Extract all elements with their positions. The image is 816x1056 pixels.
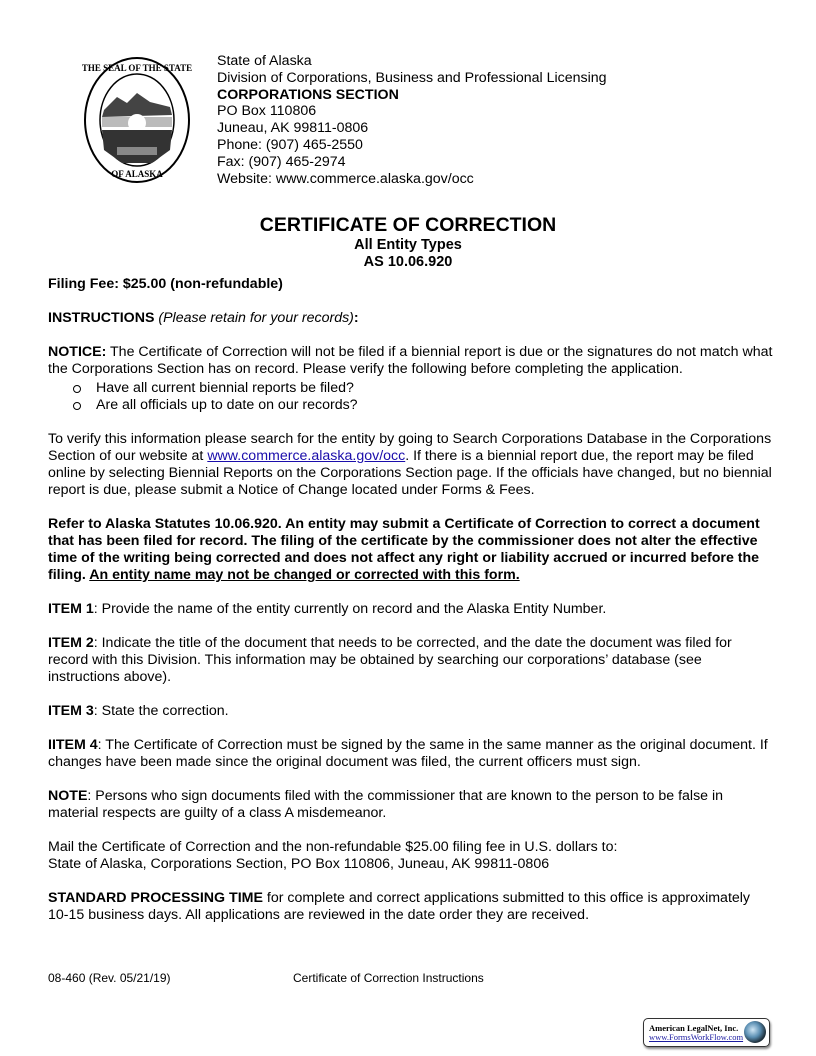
svg-text:OF ALASKA: OF ALASKA bbox=[111, 169, 163, 179]
item-text: : Provide the name of the entity currently on record and the Alaska Entity Number. bbox=[93, 601, 607, 617]
note-paragraph bbox=[48, 788, 774, 822]
form-title: CERTIFICATE OF CORRECTION bbox=[259, 214, 557, 236]
website: Website: www.commerce.alaska.gov/occ bbox=[217, 170, 474, 187]
statute-warning: An entity name may not be changed or corrected with this form. bbox=[89, 567, 520, 583]
notice-text: The Certificate of Correction will not be filed if a biennial report is due or the signatures do not match what the Corporations Section has on record. Please verify the following before completing the application. bbox=[48, 344, 773, 377]
instructions-note: (Please retain for your records) bbox=[158, 310, 354, 326]
po-box: PO Box 110806 bbox=[217, 103, 317, 120]
badge-company: American LegalNet, Inc. bbox=[649, 1023, 739, 1033]
item-4 bbox=[48, 737, 774, 771]
verify-paragraph bbox=[48, 431, 774, 499]
item-text: : Indicate the title of the document that needs to be corrected, and the date the document was filed for record with this Division. This information may be obtained by searching our corporations’ database (see instructions above). bbox=[48, 635, 732, 685]
verify-text: To verify this information please search for the entity by going to Search Corporations Database in the Corporations Section of our website at bbox=[48, 431, 772, 464]
processing-text: for complete and correct applications submitted to this office is approximately 10-15 business days. All applications are reviewed in the date order they are received. bbox=[48, 890, 751, 923]
item-2 bbox=[48, 635, 774, 686]
item-text: : The Certificate of Correction must be signed by the same in the same manner as the original document. If changes have been made since the original document was filed, the current officers must sign. bbox=[48, 737, 768, 770]
notice-paragraph bbox=[48, 344, 774, 378]
form-number: 08-460 (Rev. 05/21/19) bbox=[48, 971, 171, 985]
processing-label: STANDARD PROCESSING TIME bbox=[48, 890, 263, 906]
statute-text: Refer to Alaska Statutes 10.06.920. An entity may submit a Certificate of Correction to correct a document that has been filed for record. The filing of the certificate by the commissioner does not alter the effective time of the writing being corrected and does not affect any right or liability accrued or incurred before the filing. bbox=[48, 516, 760, 583]
form-title-block bbox=[0, 213, 816, 271]
alaska-state-seal-icon bbox=[82, 55, 192, 185]
badge-url-link[interactable]: www.FormsWorkFlow.com bbox=[649, 1032, 744, 1042]
instructions-label: INSTRUCTIONS bbox=[48, 310, 155, 326]
item-label: ITEM 1 bbox=[48, 601, 94, 617]
division-name: Division of Corporations, Business and Professional Licensing bbox=[217, 69, 607, 86]
instructions-heading bbox=[48, 310, 774, 327]
state-name: State of Alaska bbox=[217, 53, 312, 69]
verify-text-cont: . If there is a biennial report due, the report may be filed online by selecting Biennial Reports on the Corporations Section page. If the officials have changed, but no biennial report is due, please submit a Notice of Change located under Forms & Fees. bbox=[48, 448, 772, 498]
note-text: : Persons who sign documents filed with the commissioner that are known to the person to be false in material respects are guilty of a class A misdemeanor. bbox=[48, 788, 724, 821]
footer-title: Certificate of Correction Instructions bbox=[293, 971, 484, 985]
colon: : bbox=[353, 310, 359, 326]
filing-fee: Filing Fee: $25.00 (non-refundable) bbox=[48, 276, 283, 292]
form-subtitle: All Entity Types bbox=[354, 237, 462, 253]
checklist-item: Have all current biennial reports be filed? bbox=[96, 380, 774, 397]
item-3 bbox=[48, 703, 774, 720]
section-name: CORPORATIONS SECTION bbox=[217, 86, 399, 103]
legalnet-logo-icon bbox=[744, 1021, 766, 1043]
fax: Fax: (907) 465-2974 bbox=[217, 153, 346, 170]
statute-paragraph bbox=[48, 516, 774, 584]
mail-address: State of Alaska, Corporations Section, PO Box 110806, Juneau, AK 99811-0806 bbox=[48, 856, 550, 872]
city-zip: Juneau, AK 99811-0806 bbox=[217, 120, 369, 137]
svg-text:THE SEAL OF THE STATE: THE SEAL OF THE STATE bbox=[82, 63, 192, 73]
phone: Phone: (907) 465-2550 bbox=[217, 136, 363, 153]
item-label: ITEM 3 bbox=[48, 703, 94, 719]
agency-address-block bbox=[217, 53, 607, 187]
verification-checklist bbox=[48, 380, 774, 414]
item-label: IITEM 4 bbox=[48, 737, 98, 753]
american-legalnet-badge[interactable] bbox=[643, 1018, 770, 1047]
mail-instructions: Mail the Certificate of Correction and the non-refundable $25.00 filing fee in U.S. dollars to: bbox=[48, 839, 618, 855]
notice-label: NOTICE: bbox=[48, 344, 107, 360]
mail-paragraph bbox=[48, 839, 774, 873]
item-label: ITEM 2 bbox=[48, 635, 94, 651]
item-1 bbox=[48, 601, 774, 618]
checklist-item: Are all officials up to date on our records? bbox=[96, 397, 774, 414]
statute-reference: AS 10.06.920 bbox=[363, 254, 453, 270]
instructions-body bbox=[48, 276, 774, 941]
commerce-website-link[interactable]: www.commerce.alaska.gov/occ bbox=[207, 448, 406, 464]
processing-paragraph bbox=[48, 890, 774, 924]
note-label: NOTE bbox=[48, 788, 88, 804]
item-text: : State the correction. bbox=[93, 703, 229, 719]
